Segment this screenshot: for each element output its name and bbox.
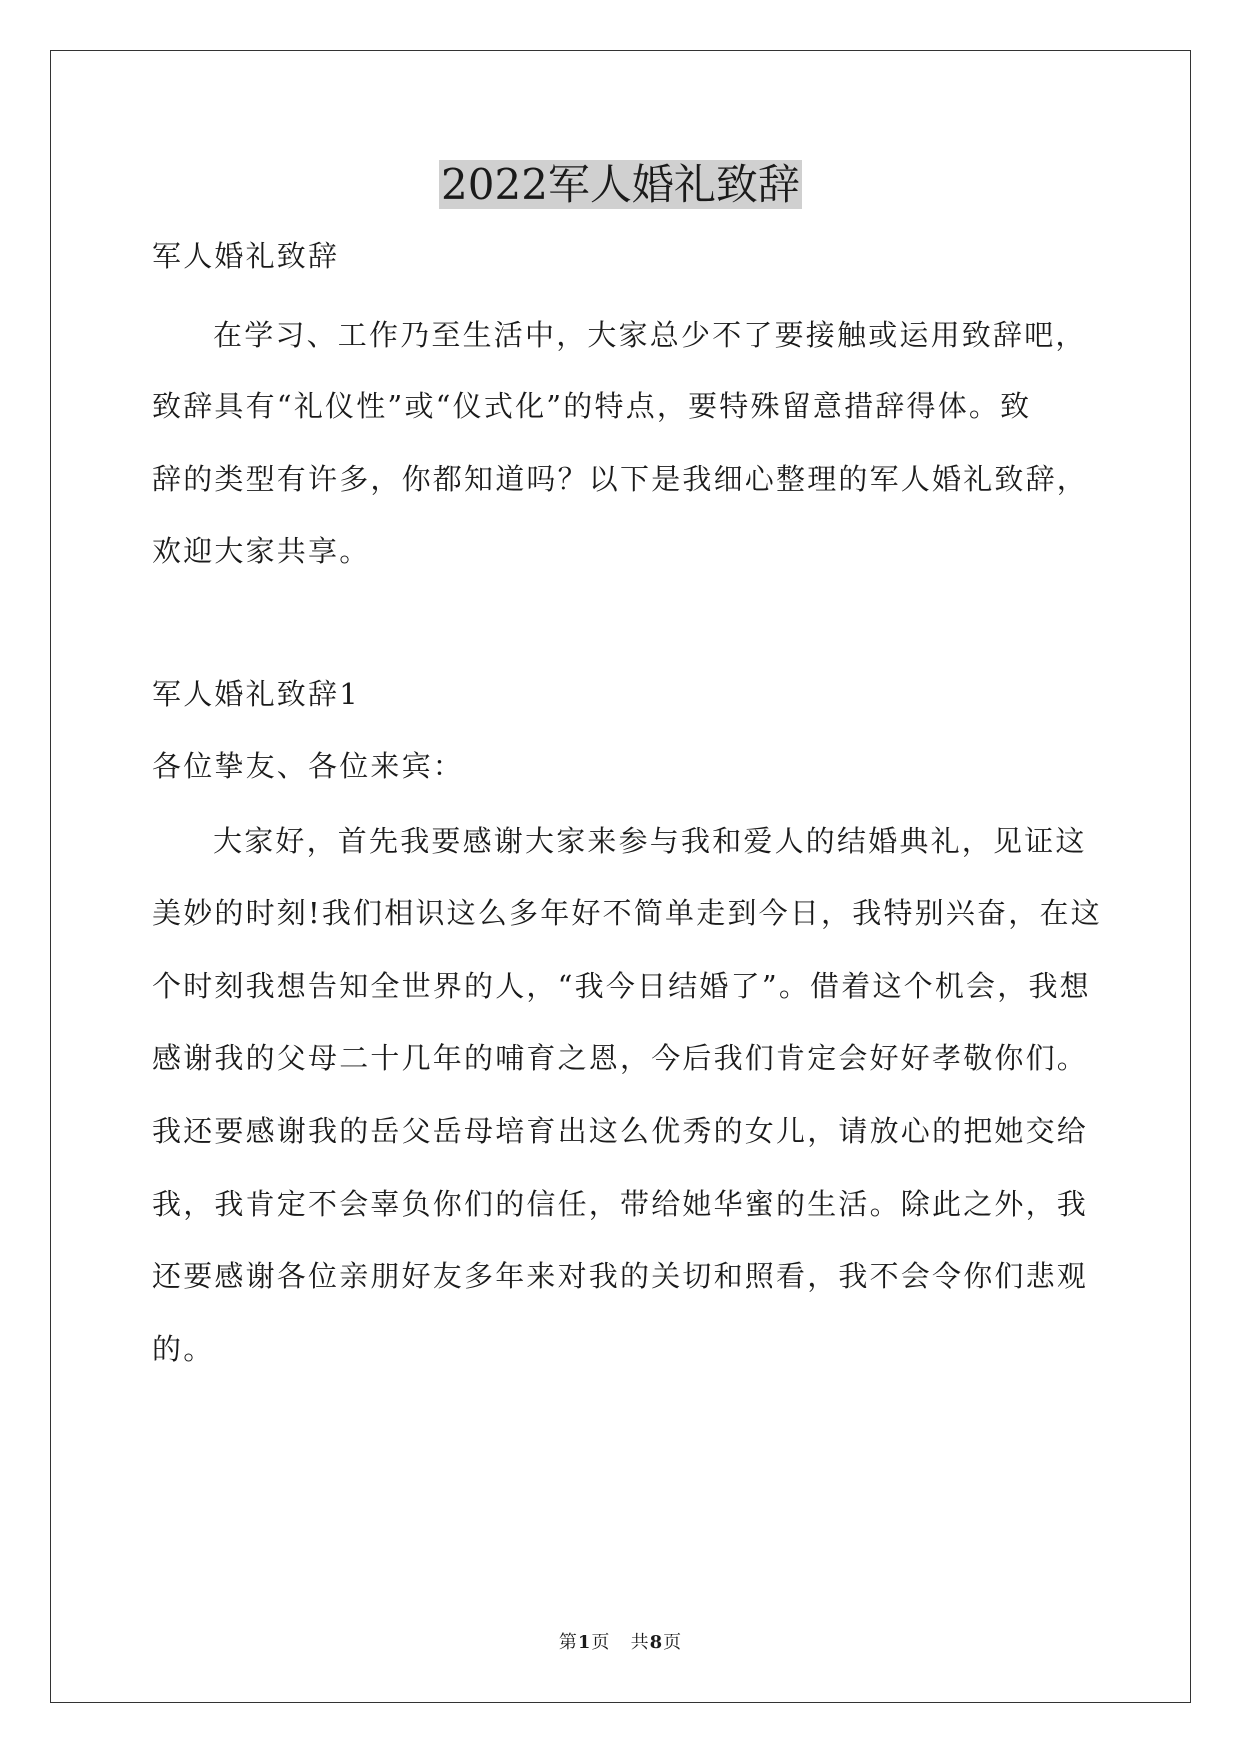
intro-line: 在学习、工作乃至生活中，大家总少不了要接触或运用致辞吧， [213, 318, 1087, 352]
footer-total-prefix: 共 [630, 1632, 650, 1653]
body-line: 美妙的时刻!我们相识这么多年好不简单走到今日，我特别兴奋，在这 [152, 896, 1102, 930]
salutation: 各位挚友、各位来宾： [152, 749, 465, 783]
body-line: 大家好，首先我要感谢大家来参与我和爱人的结婚典礼，见证这 [213, 824, 1087, 858]
page-border [50, 50, 1191, 1703]
page-footer [0, 1631, 1241, 1655]
total-pages-number: 8 [649, 1632, 664, 1653]
document-title: 2022军人婚礼致辞 [441, 160, 800, 209]
section-heading: 军人婚礼致辞1 [152, 677, 360, 711]
footer-prefix: 第 [558, 1632, 578, 1653]
body-line: 个时刻我想告知全世界的人，“我今日结婚了”。借着这个机会，我想 [152, 969, 1091, 1003]
body-line: 我还要感谢我的岳父岳母培育出这么优秀的女儿，请放心的把她交给 [152, 1114, 1089, 1148]
footer-page-word: 页 [591, 1632, 611, 1653]
intro-line: 欢迎大家共享。 [152, 534, 371, 568]
footer-total-suffix: 页 [663, 1632, 683, 1653]
current-page-number: 1 [577, 1632, 592, 1653]
body-line: 还要感谢各位亲朋好友多年来对我的关切和照看，我不会令你们悲观 [152, 1259, 1089, 1293]
intro-line: 辞的类型有许多，你都知道吗？以下是我细心整理的军人婚礼致辞， [152, 462, 1089, 496]
body-line: 的。 [152, 1332, 215, 1366]
document-subtitle: 军人婚礼致辞 [152, 239, 340, 273]
body-line: 感谢我的父母二十几年的哺育之恩，今后我们肯定会好好孝敬你们。 [152, 1041, 1089, 1075]
body-line: 我，我肯定不会辜负你们的信任，带给她华蜜的生活。除此之外，我 [152, 1187, 1089, 1221]
intro-line: 致辞具有“礼仪性”或“仪式化”的特点，要特殊留意措辞得体。致 [152, 389, 1032, 423]
